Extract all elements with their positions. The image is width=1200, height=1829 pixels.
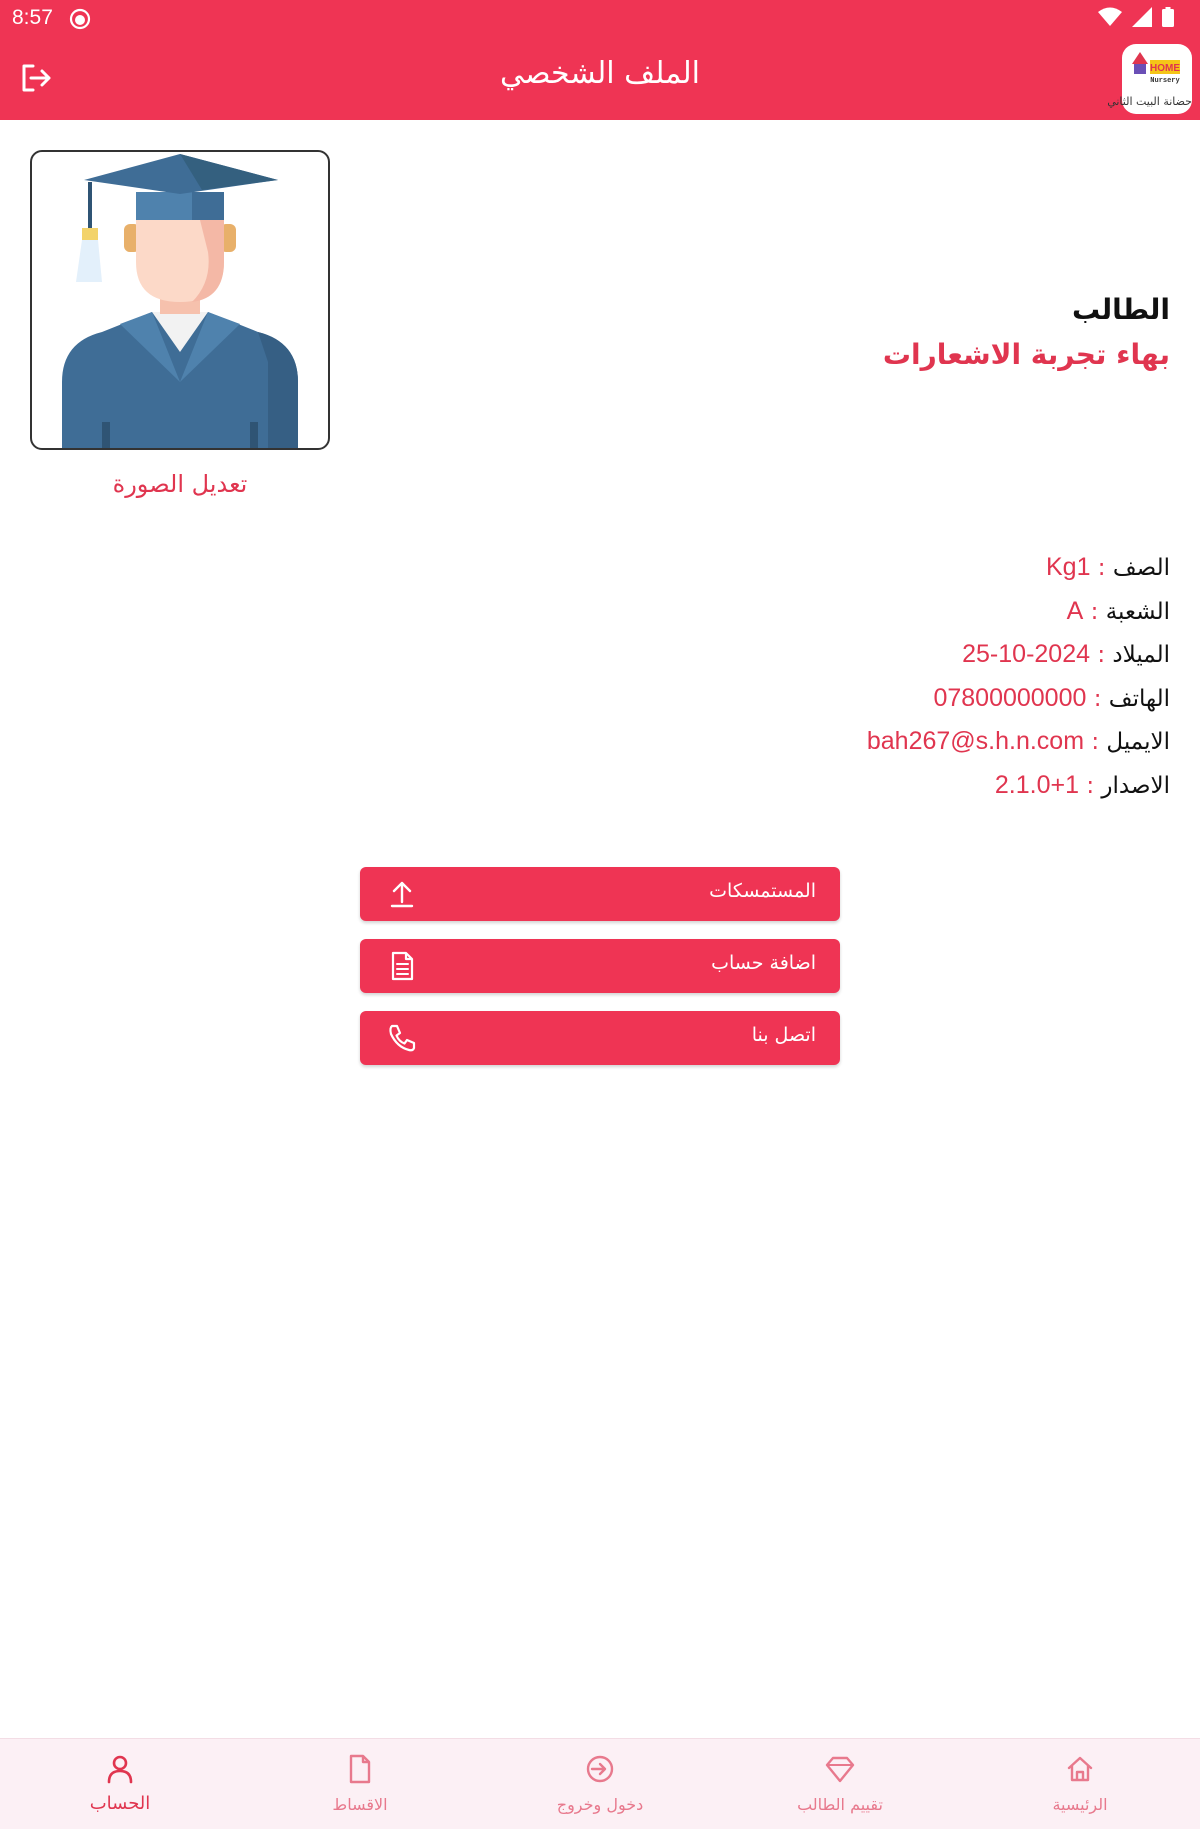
status-icons [1098, 7, 1174, 27]
info-value: bah267@s.h.n.com [866, 727, 1085, 755]
info-row-version: الاصدار : 2.1.0+1 [994, 770, 1170, 799]
info-value: Kg1 [1045, 553, 1091, 581]
info-key: الاصدار [1101, 772, 1170, 799]
info-key: الشعبة [1105, 598, 1170, 625]
logo-brand: HOME [1150, 63, 1180, 74]
info-key: الايميل [1106, 729, 1170, 755]
phone-icon [386, 1022, 418, 1054]
contact-us-button[interactable] [360, 1011, 840, 1065]
page-title: الملف الشخصي [500, 56, 700, 91]
info-row-birthdate: الميلاد : 25-10-2024 [962, 640, 1170, 668]
status-time: 8:57 [12, 6, 53, 29]
nav-attendance[interactable] [480, 1739, 720, 1829]
bottom-nav [0, 1738, 1200, 1829]
student-label: الطالب [1071, 293, 1170, 326]
info-value: 07800000000 [933, 683, 1087, 712]
info-key: الصف [1112, 555, 1170, 581]
nav-home[interactable] [960, 1739, 1200, 1829]
action-label: اتصل بنا [751, 1024, 816, 1046]
nav-label: الاقساط [332, 1795, 388, 1814]
document-icon [386, 950, 418, 982]
student-info [470, 553, 1170, 814]
action-buttons [360, 867, 840, 1083]
home-icon [1064, 1753, 1096, 1785]
app-bar [0, 0, 1200, 120]
info-row-phone: الهاتف : 07800000000 [933, 683, 1170, 712]
student-name: بهاء تجربة الاشعارات [882, 338, 1170, 371]
add-account-button[interactable] [360, 939, 840, 993]
nav-label: تقييم الطالب [797, 1795, 883, 1814]
file-icon [344, 1753, 376, 1785]
nav-student-evaluation[interactable] [720, 1739, 960, 1829]
edit-photo-link[interactable]: تعديل الصورة [112, 470, 248, 498]
diamond-icon [824, 1753, 856, 1785]
info-row-email: الايميل : bah267@s.h.n.com [866, 727, 1170, 755]
nursery-logo [1107, 44, 1192, 114]
nav-label: الحساب [89, 1793, 151, 1814]
battery-icon [1162, 7, 1174, 27]
upload-icon [386, 878, 418, 910]
signal-icon [1132, 7, 1152, 27]
info-value: 25-10-2024 [962, 640, 1091, 668]
info-key: الميلاد [1112, 642, 1170, 668]
user-icon [104, 1753, 136, 1785]
info-row-section: الشعبة : A [1066, 596, 1170, 625]
documents-button[interactable] [360, 867, 840, 921]
logo-text: حضانة البيت الثاني [1107, 95, 1192, 108]
logo-house-icon [1130, 50, 1186, 84]
nav-account[interactable] [0, 1739, 240, 1829]
login-icon [584, 1753, 616, 1785]
wifi-icon [1098, 7, 1122, 27]
nav-installments[interactable] [240, 1739, 480, 1829]
info-key: الهاتف [1108, 685, 1170, 712]
student-avatar[interactable] [30, 150, 330, 450]
nav-label: دخول وخروج [556, 1795, 644, 1814]
info-value: 2.1.0+1 [994, 770, 1080, 799]
info-row-class: الصف : Kg1 [1045, 553, 1170, 581]
info-value: A [1066, 596, 1084, 625]
graduate-icon [32, 152, 328, 448]
action-label: اضافة حساب [711, 952, 816, 974]
action-label: المستمسكات [709, 880, 816, 902]
notification-app-icon [69, 8, 91, 30]
nav-label: الرئيسية [1052, 1795, 1108, 1814]
logo-sub: Nursery [1150, 77, 1180, 85]
